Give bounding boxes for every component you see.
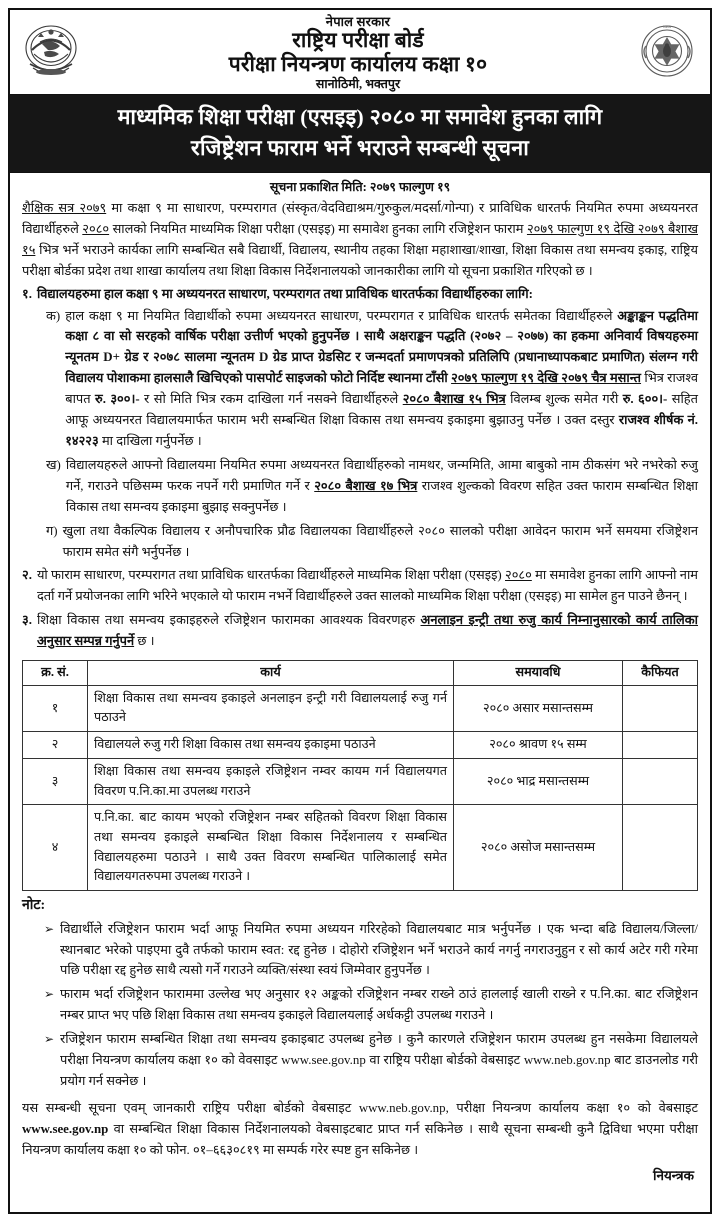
- sub-ka-seg-2: अङ्काङ्कन पद्धतिमा कक्षा ८ वा सो सरहको वार्षिक परीक्षा उत्तीर्ण भएको हुनुपर्नेछ । साथै अक्षराङ्कन पद्धति (२०७२ – २०७७) का हकमा अनिवार्य विषयहरुमा न्यूनतम D+ ग्रेड र २०७८ सालमा न्यूनतम D ग्रेड प्राप्त ग्रेडसिट र जन्मदर्ता प्रमाणपत्रको प्रतिलिपि (प्रधानाध्यापकबाट प्रमाणित) संलग्न गरी विद्यालय पोशाकमा हालसालै खिचिएको पासपोर्ट साइजको फोटो निर्दिष्ट स्थानमा टाँसी: [65, 308, 698, 386]
- intro-seg-1: शैक्षिक सत्र २०७९: [22, 201, 107, 216]
- bullet3-seg-2: वा राष्ट्रिय परीक्षा बोर्डको वेबसाइट: [365, 1053, 524, 1068]
- sub-ka-seg-1: हाल कक्षा ९ मा नियमित विद्यार्थीको रुपमा अध्ययनरत साधारण, परम्परागत र प्राविधिक धारतर्फ समेतका विद्यार्थीहरुले: [65, 308, 618, 323]
- publish-date: सूचना प्रकाशित मिति: २०७९ फाल्गुण १९: [269, 180, 451, 195]
- note-bullet-2-text: फाराम भर्दा रजिष्ट्रेशन फाराममा उल्लेख भए अनुसार १२ अङ्कको रजिष्ट्रेशन नम्बर राख्ने ठाउं हाललाई खाली राख्ने र प.नि.का. बाट रजिष्ट्रेशन नम्बर प्राप्त भए पछि शिक्षा विकास तथा समन्वय इकाइले विद्यालयलाई अर्धकट्टी उपलब्ध गराउने ।: [60, 987, 698, 1023]
- svg-text:NEB: NEB: [662, 24, 672, 29]
- sub-ka-fee-late: रु. ६००।-: [622, 392, 668, 407]
- masthead-line-office: परीक्षा नियन्त्रण कार्यालय कक्षा १०: [228, 51, 488, 76]
- row-4-timeline: २०८० असोज मसान्तसम्म: [454, 805, 623, 891]
- contact-phone: ०१–६६३०८१९: [192, 1142, 260, 1157]
- row-4-remarks: [623, 805, 698, 891]
- neb-website-link-closing[interactable]: www.neb.gov.np,: [358, 1100, 449, 1115]
- table-row: [23, 732, 698, 759]
- list-item-1-sub-ga: [46, 521, 698, 565]
- item2-year: २०८०: [505, 568, 532, 583]
- nepal-government-emblem-icon: [20, 18, 82, 88]
- sub-ka-seg-12: मा दाखिला गर्नुपर्नेछ ।: [98, 434, 202, 448]
- row-2-timeline: २०८० श्रावण १५ सम्म: [454, 732, 623, 759]
- item2-seg-3: मा समावेश हुनका लागि आफ्नो नाम दर्ता गर्ने प्रयोजनका लागि भरिने भएकाले यो फाराम नभर्ने विद्यार्थीहरुले उक्त सालको माध्यमिक शिक्षा परीक्षा (एसइइ) मा सामेल हुन पाउने छैनन् ।: [36, 568, 698, 604]
- work-schedule-table: [22, 660, 698, 891]
- intro-paragraph: [22, 198, 698, 282]
- sub-ka-content: [65, 306, 698, 452]
- list-item-3-content: [37, 610, 698, 652]
- table-row: [23, 685, 698, 731]
- page-frame: [8, 8, 712, 1214]
- row-1-timeline: २०८० असार मसान्तसम्म: [454, 685, 623, 731]
- row-1-work: शिक्षा विकास तथा समन्वय इकाइले अनलाइन इन्ट्री गरी विद्यालयलाई रुजु गर्न पठाउने: [88, 685, 454, 731]
- row-3-remarks: [623, 758, 698, 804]
- neb-website-link[interactable]: www.neb.gov.np: [523, 1053, 611, 1068]
- masthead-line-board: राष्ट्रिय परीक्षा बोर्ड: [292, 28, 424, 53]
- row-2-serial: २: [23, 732, 88, 759]
- closing-seg-2: परीक्षा नियन्त्रण कार्यालय कक्षा १० को वेबसाइट: [448, 1100, 698, 1115]
- notice-body: [10, 198, 710, 1212]
- see-website-link-closing[interactable]: www.see.gov.np: [22, 1121, 109, 1136]
- list-item-1: [22, 284, 698, 305]
- closing-paragraph: [22, 1098, 698, 1161]
- see-website-link[interactable]: www.see.gov.np: [281, 1053, 366, 1068]
- row-3-serial: ३: [23, 758, 88, 804]
- closing-seg-3: वा सम्बन्धित शिक्षा विकास निर्देशनालयको वेबसाइटबाट प्राप्त गर्न सकिनेछ । साथै सूचना सम्बन्धी कुनै द्विविधा भएमा परीक्षा नियन्त्रण कार्यालय कक्षा १० को फोन.: [22, 1121, 698, 1157]
- table-header-remarks: कैफियत: [623, 661, 698, 686]
- table-header-timeline: समयावधि: [454, 661, 623, 686]
- notice-banner: [10, 94, 710, 173]
- masthead-address: सानोठिमी, भक्तपुर: [315, 77, 401, 92]
- row-3-work: शिक्षा विकास तथा समन्वय इकाइले रजिष्ट्रेशन नम्वर कायम गर्न विद्यालयगत विवरण प.नि.का.मा उपलब्ध गराउने: [88, 758, 454, 804]
- closing-seg-1: यस सम्बन्धी सूचना एवम् जानकारी राष्ट्रिय परीक्षा बोर्डको वेबसाइट: [22, 1100, 359, 1115]
- list-item-3: [22, 610, 698, 654]
- note-title: नोट:: [22, 897, 46, 913]
- banner-title-line-2: रजिष्ट्रेशन फाराम भर्ने भराउने सम्बन्धी सूचना: [190, 135, 530, 160]
- arrow-bullet-icon: ➢: [44, 921, 55, 936]
- row-3-timeline: २०८० भाद्र मसान्तसम्म: [454, 758, 623, 804]
- sub-ga-marker: ग): [46, 523, 58, 538]
- sub-kha-marker: ख): [46, 457, 61, 472]
- note-bullet-1-text: विद्यार्थीले रजिष्ट्रेशन फाराम भर्दा आफू नियमित रुपमा अध्ययन गरिरहेको विद्यालयबाट मात्र भर्नुपर्नेछ । एक भन्दा बढि विद्यालय/जिल्ला/स्थानबाट भरेको पाइएमा दुवै तर्फको फाराम स्वत: रद्द हुनेछ । दोहोरो रजिष्ट्रेशन भर्ने भराउने कार्य नगर्नु नगराउनुहुन र सो कार्य अटेर गरी गरेमा पछि परीक्षा रद्द हुनेछ साथै त्यसो गर्ने गराउने व्यक्ति/संस्था स्वयं जिम्मेवार हुनुपर्नेछ ।: [60, 921, 698, 978]
- item3-emphasis: अनलाइन इन्ट्री तथा रुजु कार्य निम्नानुसारको कार्य तालिका अनुसार सम्पन्न गर्नुपर्ने: [36, 613, 699, 649]
- sub-kha-content: [66, 455, 698, 518]
- row-4-serial: ४: [23, 805, 88, 891]
- intro-seg-6: भित्र भर्ने भराउने कार्यका लागि सम्बन्धित सबै विद्यार्थी, विद्यालय, स्थानीय तहका शिक्षा महाशाखा/शाखा, शिक्षा विकास तथा समन्वय इकाइ, राष्ट्रिय परीक्षा बोर्डका प्रदेश तथा शाखा कार्यालय तथा शिक्षा विकास निर्देशनालयको जानकारीका लागि यो सूचना प्रकाशित गरिएको छ ।: [22, 242, 698, 278]
- note-bullet-3: [44, 1029, 698, 1094]
- arrow-bullet-icon: ➢: [44, 1032, 55, 1047]
- sub-ka-marker: क): [46, 308, 61, 323]
- list-item-2-content: [37, 565, 698, 607]
- row-2-remarks: [623, 732, 698, 759]
- sub-ka-seg-6: र सो मिति भित्र रकम दाखिला गर्न नसक्ने विद्यार्थीहरुले: [139, 392, 403, 407]
- list-item-3-marker: ३.: [22, 613, 32, 628]
- note-bullet-3-text: [60, 1029, 698, 1092]
- table-header-serial: क्र. सं.: [23, 661, 88, 686]
- row-2-work: विद्यालयले रुजु गरी शिक्षा विकास तथा समन्वय इकाइमा पठाउने: [88, 732, 454, 759]
- intro-seg-3: २०८०: [82, 221, 110, 236]
- masthead-line-government: नेपाल सरकार: [325, 13, 391, 29]
- sub-kha-seg-3: राजश्व शुल्कको विवरण सहित उक्त फाराम सम्बन्धित शिक्षा विकास तथा समन्वय इकाइमा बुझाइ सक्नुपर्नेछ ।: [65, 478, 698, 514]
- sub-ka-seg-3: २०७९ फाल्गुण १९ देखि २०७९ चैत्र मसान्त: [451, 371, 642, 386]
- item3-seg-1: शिक्षा विकास तथा समन्वय इकाइहरुले रजिष्ट्रेशन फारामका आवश्यक विवरणहरु: [36, 613, 421, 628]
- arrow-bullet-icon: ➢: [44, 987, 55, 1002]
- row-1-serial: १: [23, 685, 88, 731]
- intro-seg-2: मा कक्षा ९ मा साधारण, परम्परागत (संस्कृत/वेदविद्याश्रम/गुरुकुल/मदर्सा/गोन्पा) र प्राविधिक धारतर्फ नियमित रुपमा अध्ययनरत विद्यार्थीहरुले: [22, 201, 698, 236]
- table-header-work: कार्य: [88, 661, 454, 686]
- list-item-1-marker: १.: [22, 286, 32, 301]
- sub-ka-seg-10: सहित आफू अध्ययनरत विद्यालयमार्फत फाराम भरी सम्बन्धित शिक्षा विकास तथा समन्वय इकाइमा बुझाउनु पर्नेछ । उक्त दस्तुर: [65, 392, 699, 428]
- masthead: [10, 10, 710, 94]
- sub-ka-revenue-head: राजश्व शीर्षक नं. १४२२३: [65, 413, 698, 448]
- list-item-2: [22, 565, 698, 609]
- row-4-work: प.नि.का. बाट कायम भएको रजिष्ट्रेशन नम्बर सहितको विवरण शिक्षा विकास तथा समन्वय इकाइले सम्बन्धित शिक्षा विकास निर्देशनालय र सम्बन्धित विद्यालयहरुमा पठाउने । साथै उक्त विवरण सम्बन्धित पालिकालाई समेत विद्यालयगतरुपमा उपलब्ध गराउने ।: [88, 805, 454, 891]
- sub-kha-deadline: २०८० बैशाख १७ भित्र: [314, 478, 418, 493]
- list-item-1-sub-ka: [46, 306, 698, 454]
- bullet3-seg-3: बाट डाउनलोड गरी प्रयोग गर्न सक्नेछ ।: [60, 1053, 698, 1088]
- list-item-1-sub-kha: [46, 455, 698, 520]
- sub-ka-seg-7: २०८० बैशाख १५ भित्र: [402, 392, 506, 407]
- sub-ka-seg-8: विलम्ब शुल्क समेत गरी: [505, 392, 623, 407]
- intro-seg-4: सालको नियमित माध्यमिक शिक्षा परीक्षा (एसइइ) मा समावेश हुनका लागि रजिष्ट्रेशन फाराम: [109, 221, 527, 236]
- sub-ka-seg-4: भित्र राजश्व बापत: [65, 371, 698, 407]
- table-header-row: [23, 661, 698, 686]
- national-examination-board-logo-icon: [634, 18, 700, 88]
- closing-seg-4: मा सम्पर्क गरेर स्पष्ट हुन सकिनेछ ।: [259, 1142, 419, 1157]
- table-row: [23, 758, 698, 804]
- sub-ka-fee-normal: रु. ३००।-: [95, 392, 140, 407]
- intro-seg-5: २०७९ फाल्गुण १९ देखि २०७९ बैशाख १५: [22, 221, 698, 257]
- row-1-remarks: [623, 685, 698, 731]
- table-row: [23, 805, 698, 891]
- sub-kha-seg-1: विद्यालयहरुले आफ्नो विद्यालयमा नियमित रुपमा अध्ययनरत विद्यार्थीहरुको नामथर, जन्ममिति, आमा बाबुको नाम ठीकसंग भरे नभरेको रुजु गर्ने, गराउने पछिसम्म फरक नपर्ने गरी प्रमाणित गर्ने र: [65, 457, 698, 493]
- note-bullet-2: [44, 984, 698, 1028]
- list-item-2-marker: २.: [22, 568, 32, 583]
- sub-ga-content: खुला तथा वैकल्पिक विद्यालय र अनौपचारिक प्रौढ विद्यालयका विद्यार्थीहरुले २०८० सालको परीक्षा आवेदन फाराम भर्ने समयमा रजिष्ट्रेशन फाराम समेत संगै भर्नुपर्नेछ ।: [62, 523, 698, 559]
- item3-seg-3: छ ।: [134, 634, 155, 649]
- masthead-text: [82, 15, 634, 92]
- list-item-1-heading: विद्यालयहरुमा हाल कक्षा ९ मा अध्ययनरत साधारण, परम्परागत तथा प्राविधिक धारतर्फका विद्यार्थीहरुका लागि:: [36, 286, 533, 301]
- bullet3-seg-1: रजिष्ट्रेशन फाराम सम्बन्धित शिक्षा तथा समन्वय इकाइबाट उपलब्ध हुनेछ । कुनै कारणले रजिष्ट्रेशन फाराम उपलब्ध हुन नसकेमा विद्यालयले परीक्षा नियन्त्रण कार्यालय कक्षा १० को वेवसाइट: [60, 1032, 698, 1068]
- note-bullet-1: [44, 919, 698, 984]
- banner-title-line-1: माध्यमिक शिक्षा परीक्षा (एसइइ) २०८० मा समावेश हुनका लागि: [117, 105, 603, 129]
- item2-seg-1: यो फाराम साधारण, परम्परागत तथा प्राविधिक धारतर्फका विद्यार्थीहरुले माध्यमिक शिक्षा परीक्षा (एसइइ): [36, 568, 506, 583]
- signature-designation: नियन्त्रक: [652, 1167, 694, 1183]
